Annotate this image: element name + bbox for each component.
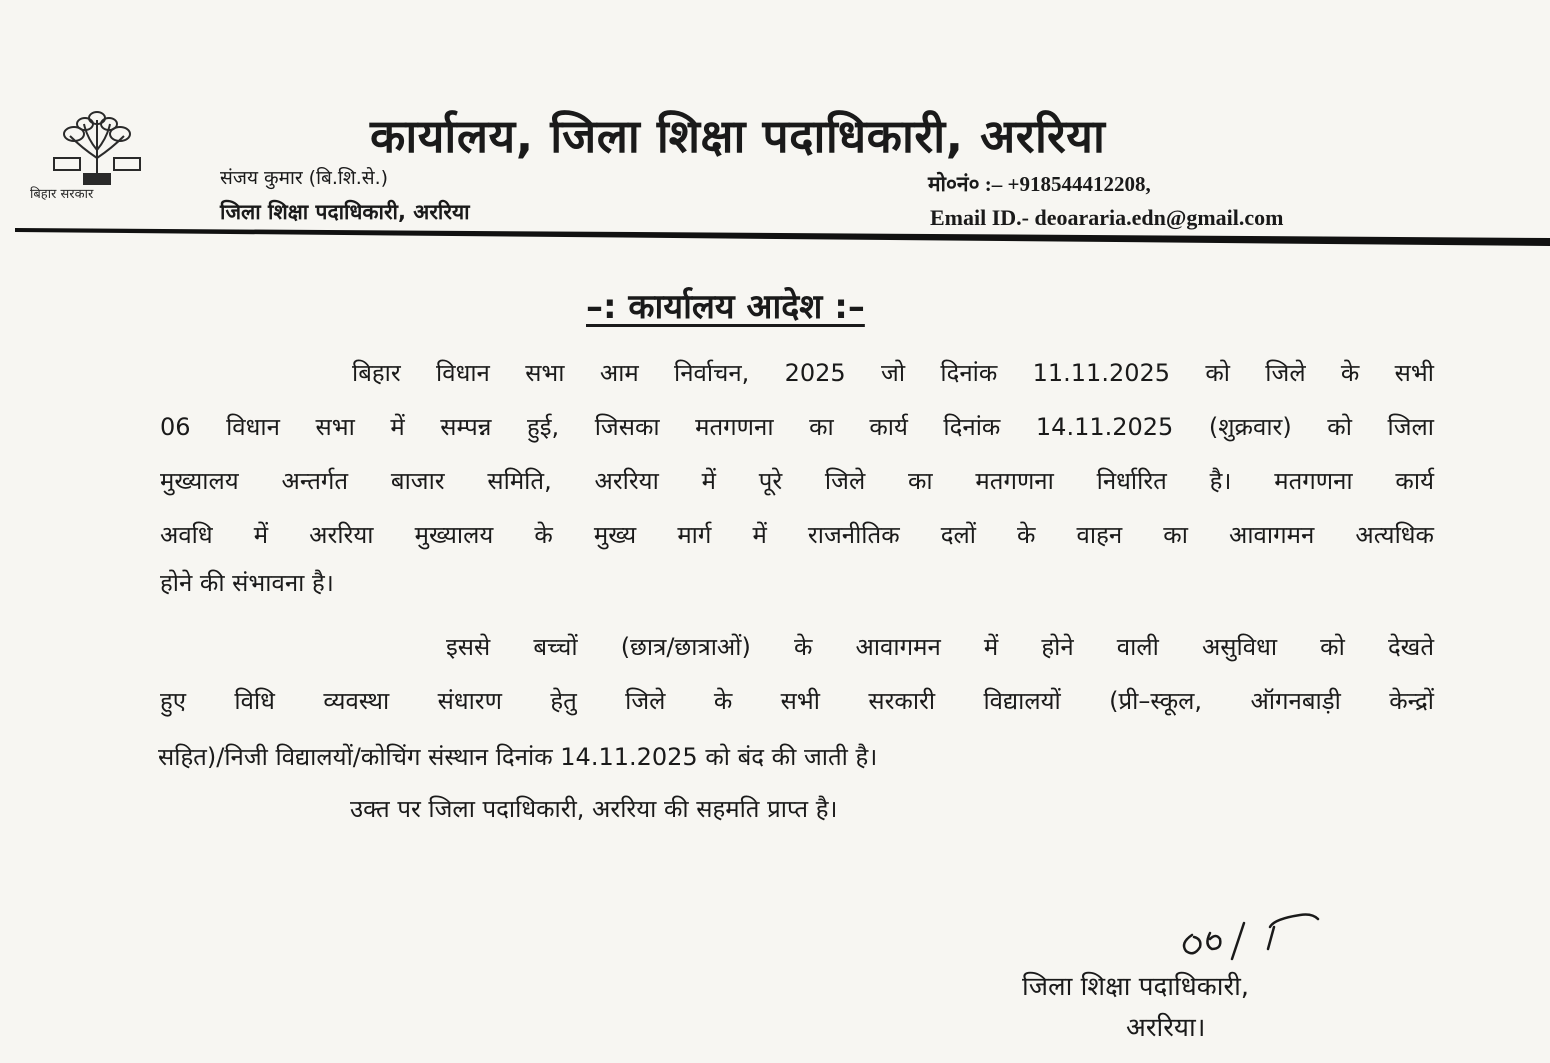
order-line: उक्त पर जिला पदाधिकारी, अररिया की सहमति प्राप्त है।	[350, 795, 838, 823]
order-heading: –: कार्यालय आदेश :–	[586, 287, 865, 327]
order-line: हुए विधि व्यवस्था संधारण हेतु जिले के सभी सरकारी विद्यालयों (प्री–स्कूल, ऑगनबाड़ी केन्द्रों	[160, 687, 1434, 715]
order-line: मुख्यालय अन्तर्गत बाजार समिति, अररिया में पूरे जिले का मतगणना निर्धारित है। मतगणना कार्य	[160, 467, 1434, 495]
signatory-place: अररिया।	[1126, 1013, 1206, 1043]
header-divider	[0, 222, 1550, 246]
emblem-caption: बिहार सरकार	[30, 187, 94, 202]
order-line: सहित)/निजी विद्यालयों/कोचिंग संस्थान दिनांक 14.11.2025 को बंद की जाती है।	[158, 743, 878, 771]
order-line: 06 विधान सभा में सम्पन्न हुई, जिसका मतगणना का कार्य दिनांक 14.11.2025 (शुक्रवार) को जिला	[160, 413, 1434, 441]
officer-name: संजय कुमार (बि.शि.से.)	[220, 167, 389, 189]
order-line: होने की संभावना है।	[160, 569, 334, 597]
order-line: इससे बच्चों (छात्र/छात्राओं) के आवागमन में होने वाली असुविधा को देखते	[446, 633, 1434, 661]
mobile-number: मो०नं० :– +918544412208,	[928, 172, 1151, 196]
order-line: बिहार विधान सभा आम निर्वाचन, 2025 जो दिनांक 11.11.2025 को जिले के सभी	[352, 359, 1434, 387]
email-id: Email ID.- deoararia.edn@gmail.com	[930, 205, 1284, 230]
signatory-designation: जिला शिक्षा पदाधिकारी,	[1022, 972, 1250, 1002]
order-line: अवधि में अररिया मुख्यालय के मुख्य मार्ग में राजनीतिक दलों के वाहन का आवागमन अत्यधिक	[160, 521, 1434, 549]
handwritten-signature	[1170, 905, 1330, 965]
officer-post: जिला शिक्षा पदाधिकारी, अररिया	[220, 200, 470, 224]
office-title: कार्यालय, जिला शिक्षा पदाधिकारी, अररिया	[370, 109, 1106, 163]
